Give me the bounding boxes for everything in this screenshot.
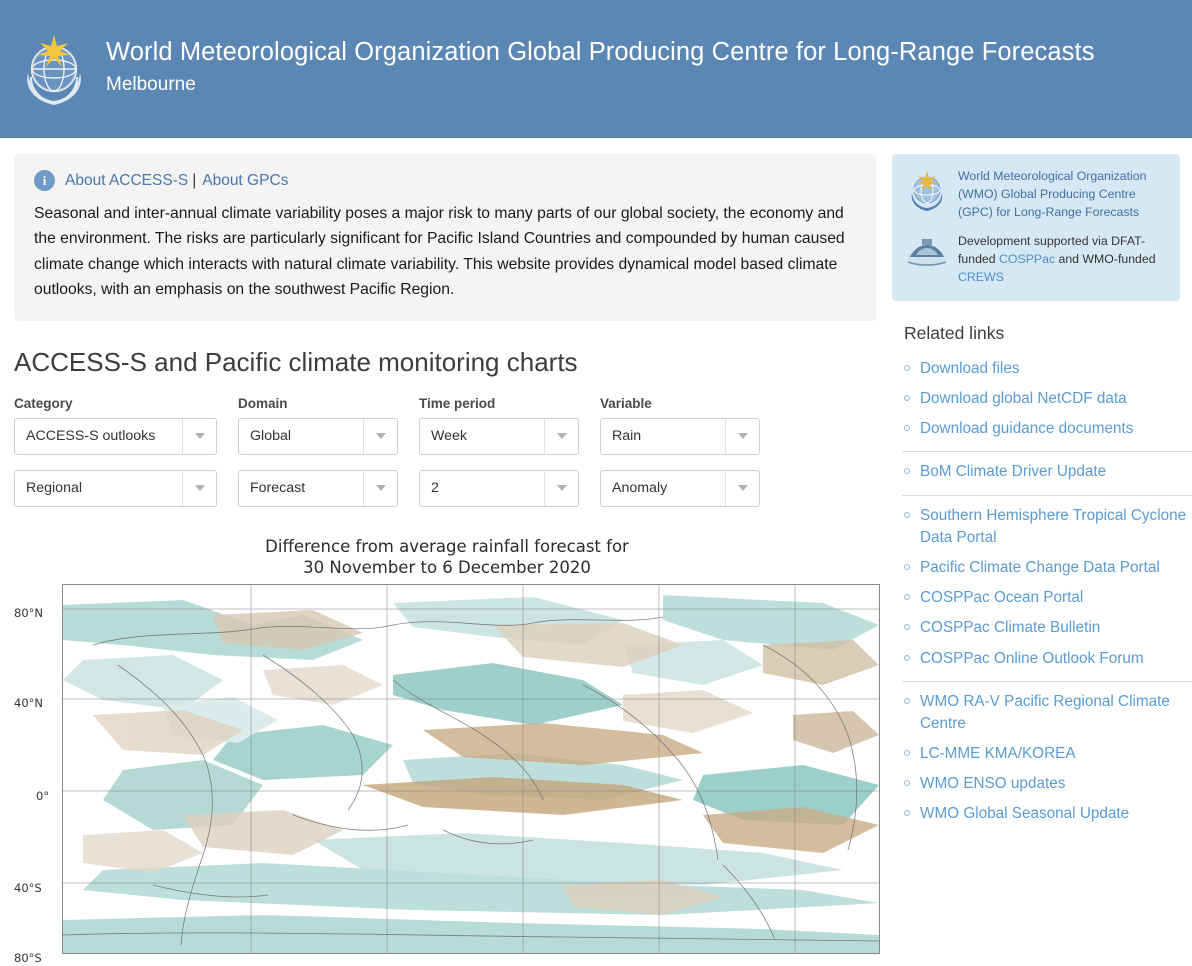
about-links-separator: | (192, 171, 197, 189)
about-access-s-link[interactable]: About ACCESS-S (65, 171, 189, 189)
related-links (892, 323, 1192, 837)
select-domain-primary[interactable] (238, 418, 398, 455)
page-content (0, 138, 1192, 966)
chevron-down-icon (725, 471, 759, 506)
label-category: Category (14, 395, 73, 411)
cosppac-support-text (958, 233, 1166, 286)
related-links-group (902, 691, 1192, 837)
link-wmo-global-seasonal-update[interactable]: WMO Global Seasonal Update (920, 805, 1130, 823)
bullet-icon (904, 468, 910, 474)
bullet-icon (904, 425, 910, 431)
wmo-gpc-text: World Meteorological Organization (WMO) Global Producing Centre (GPC) for Long-Range Forecasts (958, 169, 1147, 219)
bullet-icon (904, 365, 910, 371)
map-ytick-80n: 80°N (14, 605, 43, 620)
list-item[interactable] (902, 557, 1192, 579)
map-title (14, 536, 880, 578)
link-lc-mme-kma-korea[interactable]: LC-MME KMA/KOREA (920, 745, 1076, 763)
page-header (0, 0, 1192, 138)
bullet-icon (904, 564, 910, 570)
select-category-secondary-value: Regional (26, 480, 83, 497)
link-cosppac-climate-bulletin[interactable]: COSPPac Climate Bulletin (920, 619, 1101, 637)
bullet-icon (904, 395, 910, 401)
map-ytick-40n: 40°N (14, 695, 43, 710)
select-category-primary[interactable] (14, 418, 217, 455)
link-cosppac-online-outlook-forum[interactable]: COSPPac Online Outlook Forum (920, 649, 1144, 667)
about-gpcs-link[interactable]: About GPCs (202, 171, 289, 189)
label-time-period: Time period (419, 395, 496, 411)
related-links-title: Related links (904, 322, 1005, 343)
link-wmo-ra-v-rcc[interactable]: WMO RA-V Pacific Regional Climate Centre (920, 692, 1170, 732)
link-download-guidance[interactable]: Download guidance documents (920, 420, 1134, 438)
label-domain: Domain (238, 395, 288, 411)
list-item[interactable] (902, 505, 1192, 549)
list-item[interactable] (902, 691, 1192, 735)
select-variable-primary[interactable] (600, 418, 760, 455)
rainfall-anomaly-map-icon (63, 585, 879, 953)
select-time-period-secondary[interactable] (419, 470, 579, 507)
bullet-icon (904, 810, 910, 816)
about-links-row (34, 170, 856, 191)
list-item[interactable] (902, 587, 1192, 609)
main-column (0, 138, 892, 966)
map-plot-area[interactable] (62, 584, 880, 954)
select-category-secondary[interactable] (14, 470, 217, 507)
support-text-pre: Development supported via DFAT-funded (958, 234, 1146, 267)
list-item[interactable] (902, 743, 1192, 765)
wmo-gpc-row (904, 168, 1166, 221)
list-item[interactable] (902, 358, 1192, 380)
map-ytick-0: 0° (36, 788, 50, 803)
chevron-down-icon (182, 419, 216, 454)
link-cosppac-ocean-portal[interactable]: COSPPac Ocean Portal (920, 589, 1084, 607)
select-category-primary-value: ACCESS-S outlooks (26, 428, 156, 445)
select-variable-primary-value: Rain (612, 428, 642, 445)
selector-group-category (14, 396, 217, 522)
link-wmo-enso-updates[interactable]: WMO ENSO updates (920, 775, 1066, 793)
link-pacific-climate-change-portal[interactable]: Pacific Climate Change Data Portal (920, 559, 1160, 576)
related-links-group (902, 505, 1192, 682)
cosppac-link[interactable]: COSPPac (999, 252, 1056, 267)
about-description: Seasonal and inter-annual climate variability poses a major risk to many parts of our global society, the economy and the environment. The risks are particularly significant for Pacific Island Countries and compounded by human caused climate change which interacts with natural climate variability. This website provides dynamical model based climate outlooks, with an emphasis on the southwest Pacific Region. (34, 205, 845, 299)
list-item[interactable] (902, 388, 1192, 410)
label-variable: Variable (600, 395, 652, 411)
cosppac-logo-icon (904, 233, 950, 277)
chevron-down-icon (363, 471, 397, 506)
bullet-icon (904, 594, 910, 600)
select-time-period-primary[interactable] (419, 418, 579, 455)
select-time-period-secondary-value: 2 (431, 480, 439, 497)
list-item[interactable] (902, 773, 1192, 795)
header-subtitle: Melbourne (106, 73, 196, 95)
bullet-icon (904, 698, 910, 704)
header-text-block (106, 38, 1095, 99)
select-variable-secondary-value: Anomaly (612, 480, 668, 497)
map-title-line2: 30 November to 6 December 2020 (303, 557, 591, 577)
about-box (14, 154, 876, 321)
wmo-globe-logo-icon (904, 168, 950, 212)
wmo-gpc-panel (892, 154, 1180, 301)
chevron-down-icon (544, 419, 578, 454)
support-text-mid: and WMO-funded (1055, 252, 1156, 267)
section-title: ACCESS-S and Pacific climate monitoring charts (14, 346, 578, 377)
bullet-icon (904, 750, 910, 756)
selector-group-time-period (419, 396, 579, 522)
forecast-map (14, 536, 880, 965)
chevron-down-icon (725, 419, 759, 454)
info-icon: i (34, 170, 55, 191)
list-item[interactable] (902, 803, 1192, 825)
related-links-group (902, 461, 1192, 495)
bullet-icon (904, 624, 910, 630)
bullet-icon (904, 655, 910, 661)
link-sh-tropical-cyclone-portal[interactable]: Southern Hemisphere Tropical Cyclone Data Portal (920, 506, 1187, 546)
select-domain-secondary[interactable] (238, 470, 398, 507)
bullet-icon (904, 780, 910, 786)
link-download-netcdf[interactable]: Download global NetCDF data (920, 390, 1127, 408)
chevron-down-icon (544, 471, 578, 506)
cosppac-support-row (904, 233, 1166, 286)
link-download-files[interactable]: Download files (920, 359, 1020, 377)
map-ytick-40s: 40°S (14, 880, 42, 895)
select-domain-primary-value: Global (250, 428, 292, 445)
chevron-down-icon (363, 419, 397, 454)
map-ytick-80s: 80°S (14, 950, 42, 965)
map-canvas-wrap (14, 584, 880, 965)
related-links-group (902, 358, 1192, 453)
selector-group-variable (600, 396, 760, 522)
crews-link[interactable]: CREWS (958, 270, 1004, 285)
link-bom-climate-driver-update[interactable]: BoM Climate Driver Update (920, 463, 1107, 481)
chart-selectors (14, 396, 892, 522)
chevron-down-icon (182, 471, 216, 506)
select-domain-secondary-value: Forecast (250, 480, 306, 497)
bullet-icon (904, 512, 910, 518)
selector-group-domain (238, 396, 398, 522)
map-title-line1: Difference from average rainfall forecast for (265, 536, 629, 556)
page-title: World Meteorological Organization Global Producing Centre for Long-Range Forecasts (106, 38, 1095, 67)
wmo-globe-logo-icon (18, 29, 90, 109)
select-variable-secondary[interactable] (600, 470, 760, 507)
list-item[interactable] (902, 617, 1192, 639)
list-item[interactable] (902, 418, 1192, 440)
list-item[interactable] (902, 648, 1192, 670)
select-time-period-primary-value: Week (431, 428, 468, 445)
list-item[interactable] (902, 461, 1192, 483)
sidebar (892, 138, 1192, 966)
